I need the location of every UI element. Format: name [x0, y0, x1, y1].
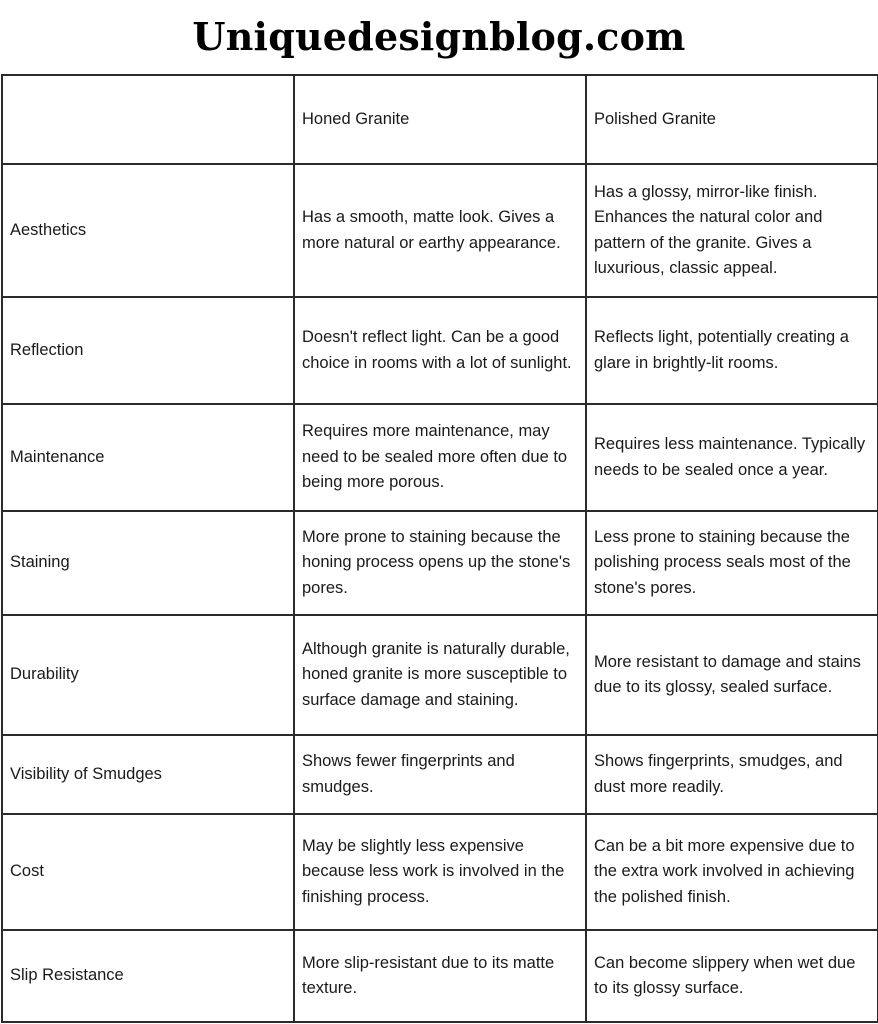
table-row-cost	[2, 814, 878, 930]
header-honed-granite: Honed Granite	[294, 75, 586, 164]
table-header-row	[2, 75, 878, 164]
polished-cell: Can become slippery when wet due to its glossy surface.	[586, 930, 878, 1022]
feature-cell: Cost	[2, 814, 294, 930]
table-row-maintenance	[2, 404, 878, 511]
table-row-aesthetics	[2, 164, 878, 297]
polished-cell: Reflects light, potentially creating a glare in brightly-lit rooms.	[586, 297, 878, 404]
honed-cell: More prone to staining because the honing process opens up the stone's pores.	[294, 511, 586, 615]
feature-cell: Aesthetics	[2, 164, 294, 297]
honed-cell: More slip-resistant due to its matte texture.	[294, 930, 586, 1022]
honed-cell: May be slightly less expensive because less work is involved in the finishing process.	[294, 814, 586, 930]
honed-cell: Has a smooth, matte look. Gives a more natural or earthy appearance.	[294, 164, 586, 297]
polished-cell: Can be a bit more expensive due to the extra work involved in achieving the polished finish.	[586, 814, 878, 930]
polished-cell: Has a glossy, mirror-like finish. Enhances the natural color and pattern of the granite. Gives a luxurious, classic appeal.	[586, 164, 878, 297]
feature-cell: Visibility of Smudges	[2, 735, 294, 814]
table-row-visibility-of-smudges	[2, 735, 878, 814]
honed-cell: Requires more maintenance, may need to be sealed more often due to being more porous.	[294, 404, 586, 511]
table-row-slip-resistance	[2, 930, 878, 1022]
honed-cell: Shows fewer fingerprints and smudges.	[294, 735, 586, 814]
header-polished-granite: Polished Granite	[586, 75, 878, 164]
feature-cell: Maintenance	[2, 404, 294, 511]
honed-cell: Although granite is naturally durable, honed granite is more susceptible to surface damage and staining.	[294, 615, 586, 735]
polished-cell: More resistant to damage and stains due to its glossy, sealed surface.	[586, 615, 878, 735]
polished-cell: Less prone to staining because the polishing process seals most of the stone's pores.	[586, 511, 878, 615]
honed-cell: Doesn't reflect light. Can be a good choice in rooms with a lot of sunlight.	[294, 297, 586, 404]
feature-cell: Reflection	[2, 297, 294, 404]
polished-cell: Shows fingerprints, smudges, and dust more readily.	[586, 735, 878, 814]
comparison-table	[1, 74, 878, 1023]
header-corner-cell	[2, 75, 294, 164]
polished-cell: Requires less maintenance. Typically needs to be sealed once a year.	[586, 404, 878, 511]
table-row-staining	[2, 511, 878, 615]
site-title: Uniquedesignblog.com	[192, 14, 686, 59]
table-row-durability	[2, 615, 878, 735]
table-row-reflection	[2, 297, 878, 404]
feature-cell: Durability	[2, 615, 294, 735]
feature-cell: Slip Resistance	[2, 930, 294, 1022]
feature-cell: Staining	[2, 511, 294, 615]
